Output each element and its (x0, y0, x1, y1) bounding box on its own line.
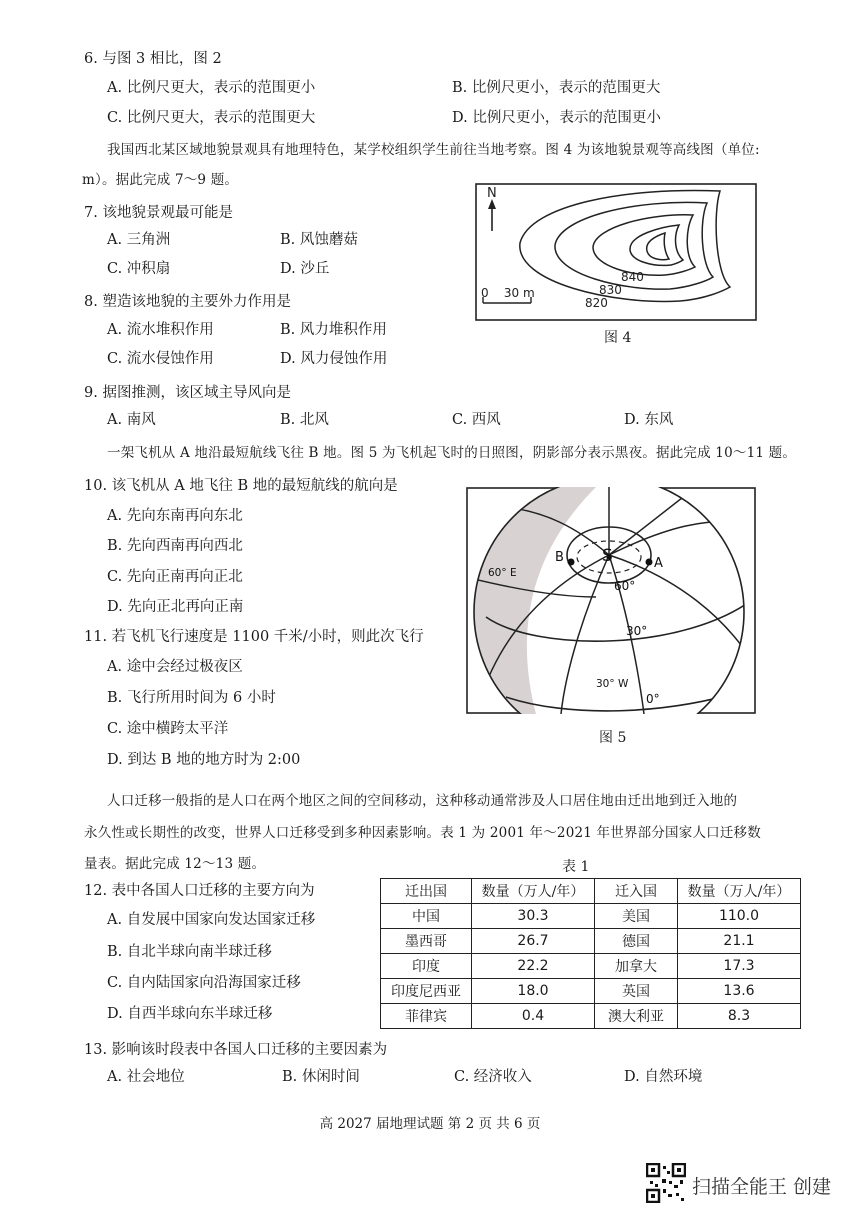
table-cell: 30.3 (472, 904, 595, 929)
table-header-cell: 迁出国 (381, 879, 472, 904)
q7-option-a: A. 三角洲 (107, 232, 171, 248)
table-cell: 加拿大 (595, 954, 678, 979)
table-cell: 17.3 (678, 954, 801, 979)
table-cell: 26.7 (472, 929, 595, 954)
q12-option-b: B. 自北半球向南半球迁移 (107, 944, 272, 960)
table-header-cell: 数量（万人/年） (678, 879, 801, 904)
intro-12-13-line1: 人口迁移一般指的是人口在两个地区之间的空间移动，这种移动通常涉及人口居住地由迁出地到迁入地的 (107, 793, 738, 809)
contour-label-830: 830 (599, 283, 622, 297)
q7-option-d: D. 沙丘 (280, 261, 330, 277)
q13-option-a: A. 社会地位 (107, 1069, 185, 1085)
point-b-marker (568, 559, 575, 566)
label-lat60: 60° (614, 579, 636, 593)
q10-option-d: D. 先向正北再向正南 (107, 599, 244, 615)
q12-option-a: A. 自发展中国家向发达国家迁移 (107, 912, 316, 928)
q9-stem: 9. 据图推测，该区域主导风向是 (84, 385, 291, 401)
table-cell: 印度尼西亚 (381, 979, 472, 1004)
page-footer: 高 2027 届地理试题 第 2 页 共 6 页 (319, 1116, 541, 1132)
q10-stem: 10. 该飞机从 A 地飞往 B 地的最短航线的航向是 (84, 478, 398, 494)
table-cell: 德国 (595, 929, 678, 954)
table-cell: 13.6 (678, 979, 801, 1004)
q10-option-a: A. 先向东南再向东北 (107, 508, 243, 524)
q11-option-a: A. 途中会经过极夜区 (107, 659, 243, 675)
table-row (381, 979, 801, 1004)
q11-option-c: C. 途中横跨太平洋 (107, 721, 229, 737)
table-row (381, 929, 801, 954)
q6-option-a: A. 比例尺更大，表示的范围更小 (107, 80, 316, 96)
q7-stem: 7. 该地貌景观最可能是 (84, 205, 233, 221)
q6-option-d: D. 比例尺更小，表示的范围更小 (452, 110, 661, 126)
table-row (381, 904, 801, 929)
q7-option-c: C. 冲积扇 (107, 261, 171, 277)
intro-7-9-line2: m）。据此完成 7～9 题。 (82, 172, 239, 188)
intro-12-13-line2: 永久性或长期性的改变，世界人口迁移受到多种因素影响。表 1 为 2001 年～2021 年世界部分国家人口迁移数 (84, 825, 761, 841)
q9-option-b: B. 北风 (280, 412, 329, 428)
label-30w: 30° W (596, 678, 629, 690)
table-1-caption: 表 1 (562, 859, 590, 875)
q8-stem: 8. 塑造该地貌的主要外力作用是 (84, 294, 291, 310)
q11-stem: 11. 若飞机飞行速度是 1100 千米/小时，则此次飞行 (84, 629, 424, 645)
q11-option-d: D. 到达 B 地的地方时为 2:00 (107, 752, 301, 768)
table-header-cell: 数量（万人/年） (472, 879, 595, 904)
label-lat0: 0° (646, 692, 660, 706)
q6-stem: 6. 与图 3 相比，图 2 (84, 51, 222, 67)
table-header-row (381, 879, 801, 904)
q9-option-d: D. 东风 (624, 412, 674, 428)
table-cell: 中国 (381, 904, 472, 929)
figure-4-contour-map (475, 183, 757, 321)
label-a: A (654, 556, 663, 571)
scale-bar (481, 286, 535, 303)
table-cell: 0.4 (472, 1004, 595, 1029)
q10-option-b: B. 先向西南再向西北 (107, 538, 243, 554)
table-cell: 印度 (381, 954, 472, 979)
table-cell: 18.0 (472, 979, 595, 1004)
q8-option-d: D. 风力侵蚀作用 (280, 351, 388, 367)
point-a-marker (646, 559, 653, 566)
figure-4-caption: 图 4 (604, 330, 632, 346)
label-60e: 60° E (488, 567, 517, 579)
q10-option-c: C. 先向正南再向正北 (107, 569, 243, 585)
table-cell: 8.3 (678, 1004, 801, 1029)
q13-stem: 13. 影响该时段表中各国人口迁移的主要因素为 (84, 1042, 388, 1058)
table-cell: 21.1 (678, 929, 801, 954)
table-row (381, 954, 801, 979)
contour-label-840: 840 (621, 270, 644, 284)
label-s: S (602, 546, 613, 566)
q8-option-b: B. 风力堆积作用 (280, 322, 387, 338)
figure-5-illumination-map (466, 487, 756, 714)
north-arrow (487, 186, 497, 231)
q13-option-d: D. 自然环境 (624, 1069, 703, 1085)
table-row (381, 1004, 801, 1029)
q13-option-c: C. 经济收入 (454, 1069, 532, 1085)
q6-option-c: C. 比例尺更大，表示的范围更大 (107, 110, 316, 126)
q12-option-c: C. 自内陆国家向沿海国家迁移 (107, 975, 301, 991)
label-lat30: 30° (626, 624, 648, 638)
figure-5-caption: 图 5 (599, 730, 627, 746)
q9-option-c: C. 西风 (452, 412, 501, 428)
q13-option-b: B. 休闲时间 (282, 1069, 360, 1085)
q8-option-c: C. 流水侵蚀作用 (107, 351, 214, 367)
q12-stem: 12. 表中各国人口迁移的主要方向为 (84, 883, 315, 899)
q11-option-b: B. 飞行所用时间为 6 小时 (107, 690, 276, 706)
q9-option-a: A. 南风 (107, 412, 156, 428)
table-cell: 墨西哥 (381, 929, 472, 954)
q12-option-d: D. 自西半球向东半球迁移 (107, 1006, 273, 1022)
intro-12-13-line3: 量表。据此完成 12～13 题。 (84, 856, 266, 872)
table-cell: 澳大利亚 (595, 1004, 678, 1029)
north-label: N (487, 186, 497, 201)
scanner-watermark-text: 扫描全能王 创建 (692, 1176, 832, 1198)
intro-7-9-line1: 我国西北某区域地貌景观具有地理特色，某学校组织学生前往当地考察。图 4 为该地貌景观等高线图（单位: (107, 142, 760, 158)
table-cell: 110.0 (678, 904, 801, 929)
table-1-migration (380, 878, 801, 1029)
q7-option-b: B. 风蚀蘑菇 (280, 232, 358, 248)
scale-label: 0 30 m (481, 286, 535, 300)
contour-label-820: 820 (585, 296, 608, 310)
table-cell: 美国 (595, 904, 678, 929)
table-cell: 英国 (595, 979, 678, 1004)
q8-option-a: A. 流水堆积作用 (107, 322, 214, 338)
table-cell: 22.2 (472, 954, 595, 979)
qr-code-icon (646, 1163, 686, 1203)
table-cell: 菲律宾 (381, 1004, 472, 1029)
q6-option-b: B. 比例尺更小，表示的范围更大 (452, 80, 661, 96)
table-header-cell: 迁入国 (595, 879, 678, 904)
label-b: B (555, 550, 564, 565)
intro-10-11: 一架飞机从 A 地沿最短航线飞往 B 地。图 5 为飞机起飞时的日照图，阴影部分表示黑夜。据此完成 10～11 题。 (107, 445, 797, 461)
